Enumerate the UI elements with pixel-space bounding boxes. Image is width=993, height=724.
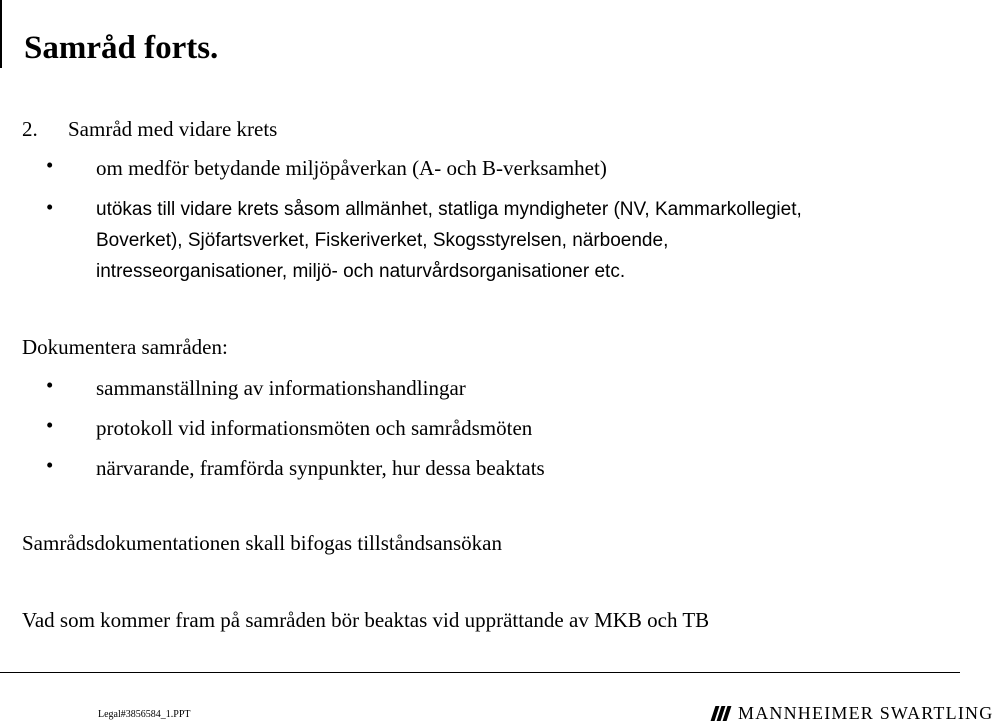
bullet-text: sammanställning av informationshandlingar <box>96 376 466 400</box>
numbered-heading-text: Samråd med vidare krets <box>68 117 278 141</box>
bullet-icon: • <box>46 195 54 219</box>
list-number: 2. <box>22 117 38 141</box>
logo-mark-icon <box>713 706 729 721</box>
bullet-line: Boverket), Sjöfartsverket, Fiskeriverket, Skogsstyrelsen, närboende, <box>96 230 669 251</box>
numbered-heading <box>22 117 277 142</box>
statement-text: Vad som kommer fram på samråden bör beaktas vid upprättande av MKB och TB <box>22 608 710 632</box>
bullet-icon: • <box>46 413 54 437</box>
bullet-text <box>96 194 802 287</box>
bullet-text: närvarande, framförda synpunkter, hur dessa beaktats <box>96 456 545 480</box>
bullet-icon: • <box>46 373 54 397</box>
bullet-icon: • <box>46 153 54 177</box>
title-accent-line <box>0 0 2 68</box>
bullet-line: utökas till vidare krets såsom allmänhet, statliga myndigheter (NV, Kammarkollegiet, <box>96 199 802 220</box>
slide-title: Samråd forts. <box>24 30 219 66</box>
bullet-line: intresseorganisationer, miljö- och naturvårdsorganisationer etc. <box>96 261 626 282</box>
document-reference: Legal#3856584_1.PPT <box>98 709 191 720</box>
bullet-text: protokoll vid informationsmöten och samrådsmöten <box>96 416 533 440</box>
footer-divider <box>0 672 960 673</box>
bullet-line: om medför betydande miljöpåverkan (A- och B-verksamhet) <box>96 156 607 180</box>
bullet-text <box>96 153 607 183</box>
statement-text: Samrådsdokumentationen skall bifogas tillståndsansökan <box>22 531 503 555</box>
logo-text: MANNHEIMER SWARTLING <box>738 702 993 723</box>
section-heading: Dokumentera samråden: <box>22 335 228 359</box>
bullet-icon: • <box>46 453 54 477</box>
company-logo <box>713 704 993 722</box>
